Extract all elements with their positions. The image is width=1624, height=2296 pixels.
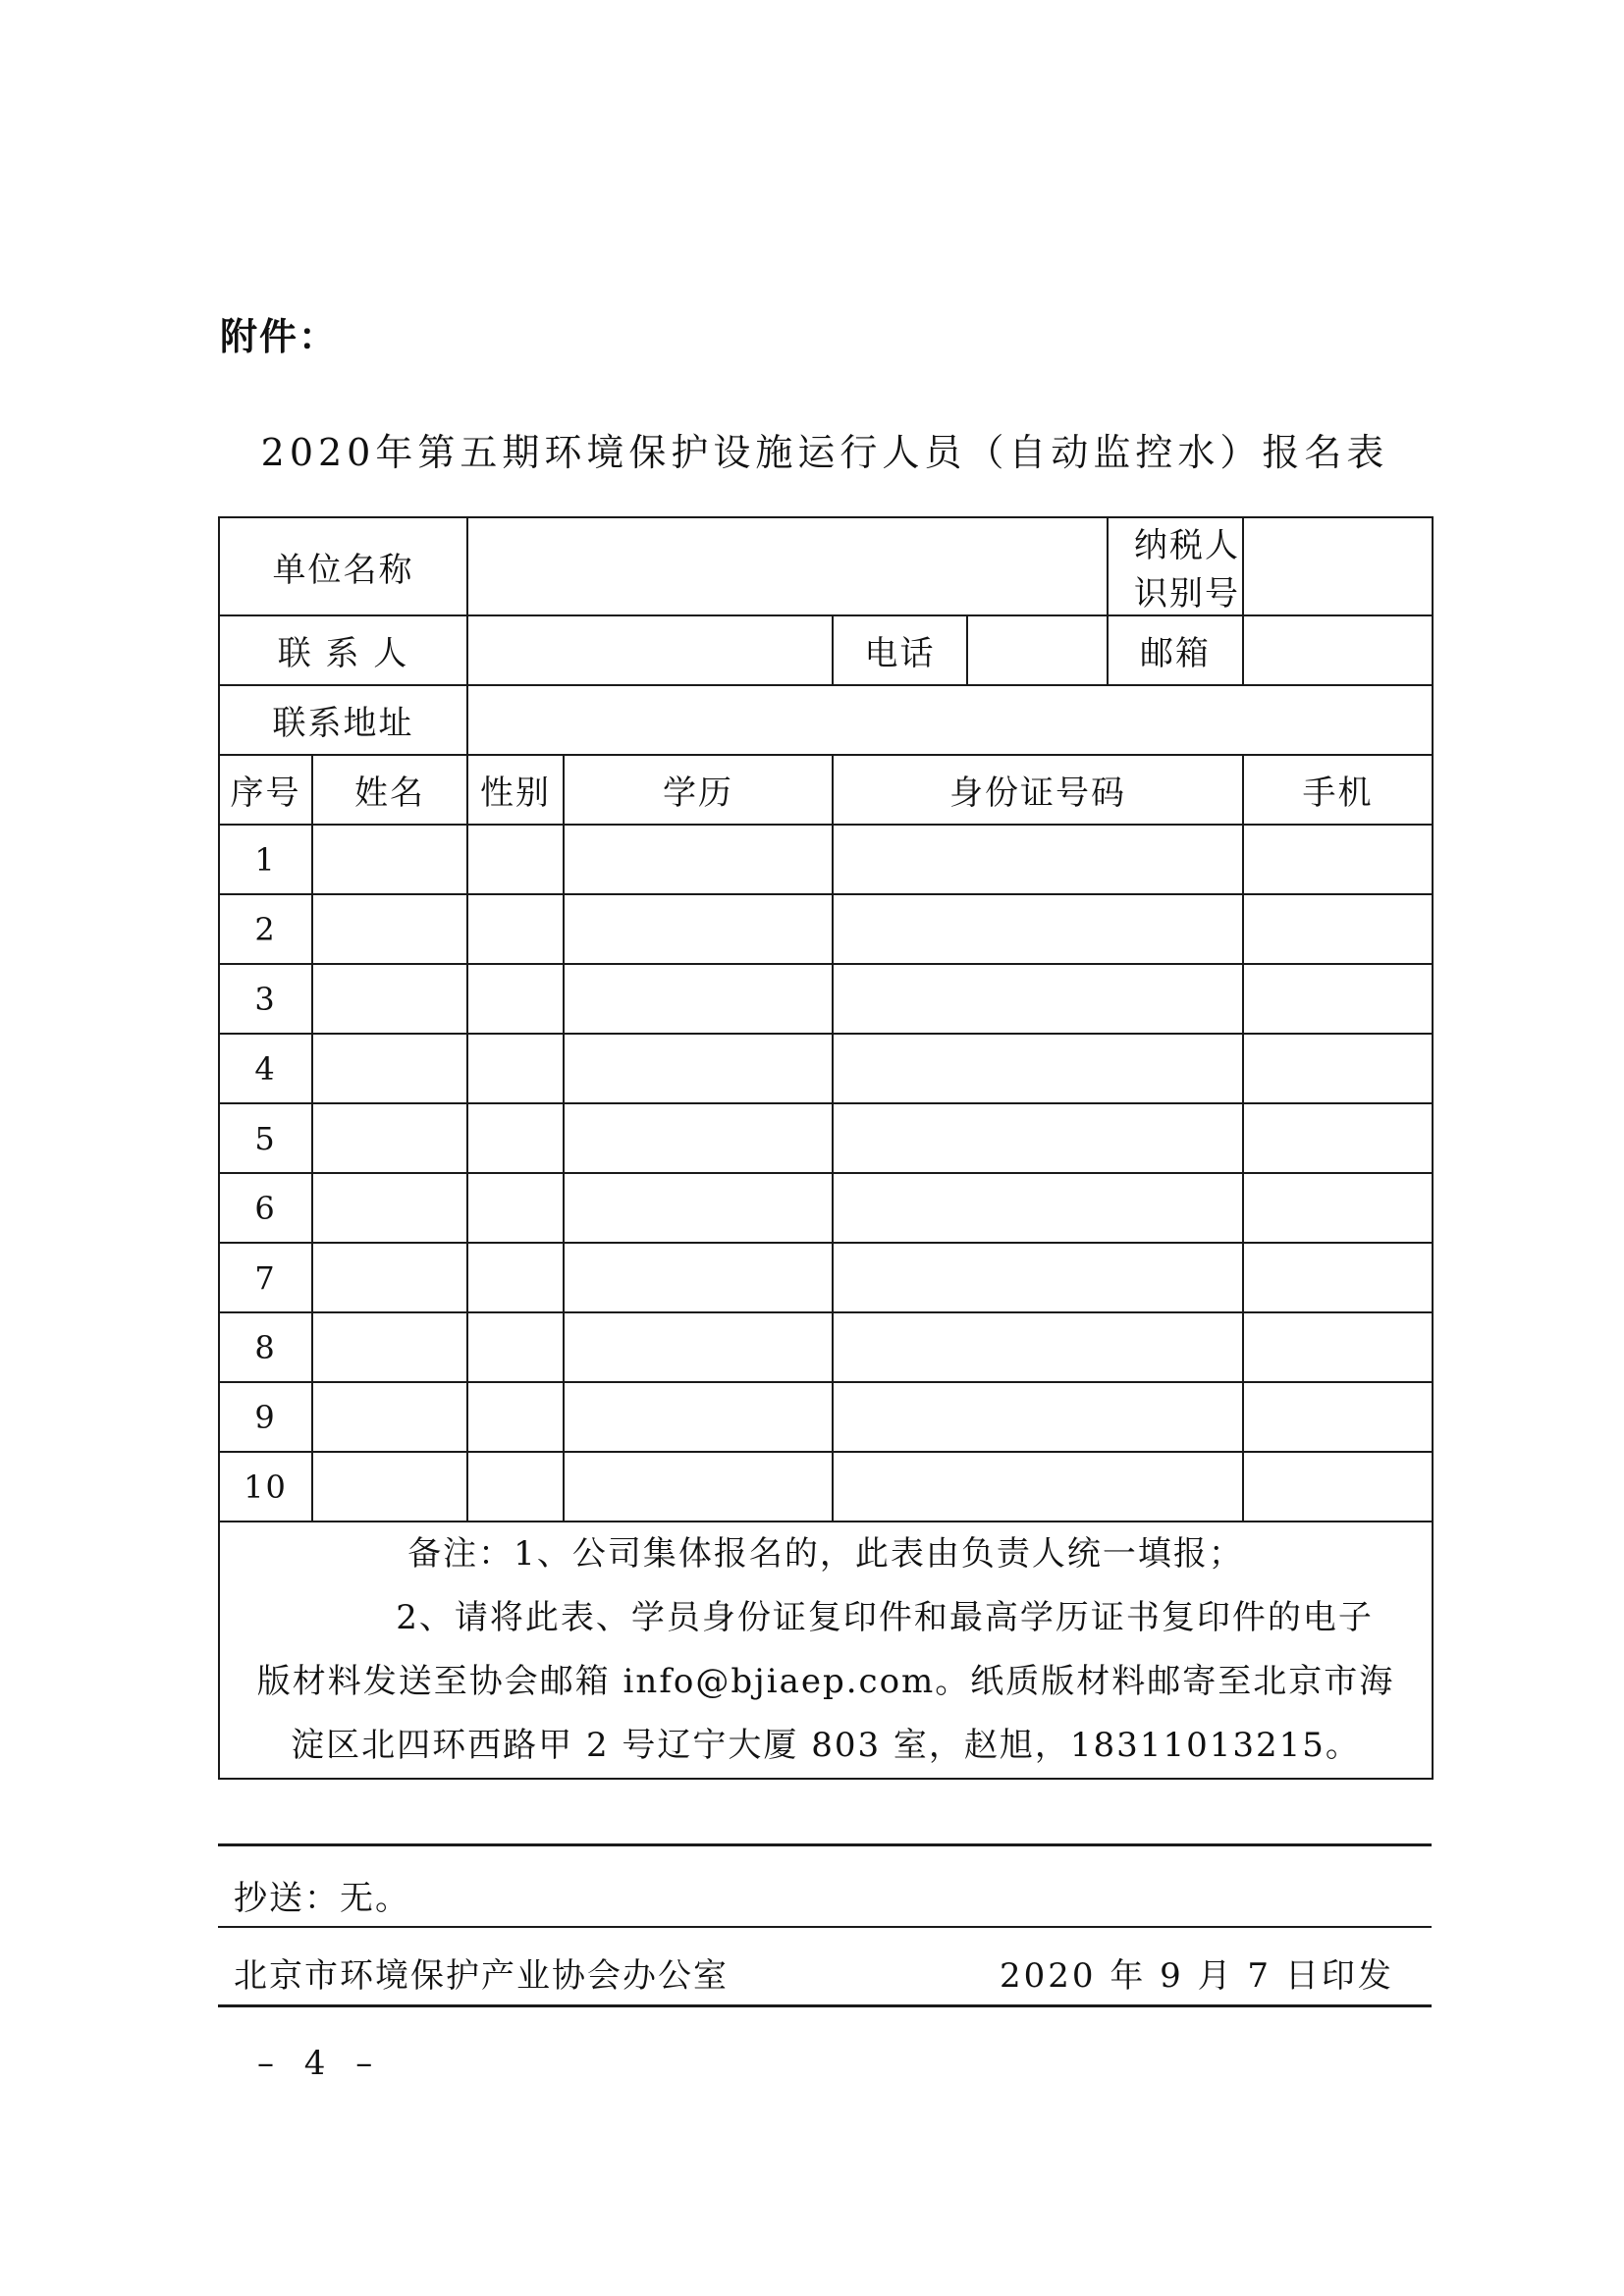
name-cell[interactable] <box>312 1312 467 1382</box>
registration-form-table <box>218 516 1434 1780</box>
name-cell[interactable] <box>312 964 467 1034</box>
col-header-education: 学历 <box>564 755 833 825</box>
education-cell[interactable] <box>564 1034 833 1103</box>
id-number-cell[interactable] <box>833 894 1243 964</box>
unit-name-label: 单位名称 <box>219 517 467 615</box>
mobile-cell[interactable] <box>1243 825 1433 894</box>
education-cell[interactable] <box>564 1452 833 1522</box>
mobile-cell[interactable] <box>1243 894 1433 964</box>
address-field[interactable] <box>467 685 1433 755</box>
education-cell[interactable] <box>564 1173 833 1243</box>
gender-cell[interactable] <box>467 1312 564 1382</box>
education-cell[interactable] <box>564 1243 833 1312</box>
cc-line: 抄送：无。 <box>234 1879 410 1918</box>
table-row <box>219 1173 1433 1243</box>
mobile-cell[interactable] <box>1243 1243 1433 1312</box>
address-row <box>219 685 1433 755</box>
row-index: 1 <box>219 825 312 894</box>
unit-name-field[interactable] <box>467 517 1108 615</box>
mobile-cell[interactable] <box>1243 1034 1433 1103</box>
row-index: 8 <box>219 1312 312 1382</box>
id-number-cell[interactable] <box>833 1034 1243 1103</box>
gender-cell[interactable] <box>467 1103 564 1173</box>
gender-cell[interactable] <box>467 1173 564 1243</box>
gender-cell[interactable] <box>467 825 564 894</box>
id-number-cell[interactable] <box>833 964 1243 1034</box>
entry-rows <box>219 825 1433 1522</box>
row-index: 10 <box>219 1452 312 1522</box>
notes-cell <box>219 1522 1433 1779</box>
table-row <box>219 1312 1433 1382</box>
name-cell[interactable] <box>312 1452 467 1522</box>
address-label: 联系地址 <box>219 685 467 755</box>
col-header-id-number: 身份证号码 <box>833 755 1243 825</box>
mobile-cell[interactable] <box>1243 1382 1433 1452</box>
footer-middle-rule <box>218 1926 1432 1928</box>
education-cell[interactable] <box>564 1312 833 1382</box>
row-index: 3 <box>219 964 312 1034</box>
note-line-3: 版材料发送至协会邮箱 info@bjiaep.com。纸质版材料邮寄至北京市海 <box>256 1662 1395 1701</box>
mobile-cell[interactable] <box>1243 1312 1433 1382</box>
phone-label: 电话 <box>834 616 968 684</box>
gender-cell[interactable] <box>467 1382 564 1452</box>
contact-row <box>219 615 1433 685</box>
issuer-name: 北京市环境保护产业协会办公室 <box>234 1956 729 1996</box>
id-number-cell[interactable] <box>833 1382 1243 1452</box>
education-cell[interactable] <box>564 894 833 964</box>
table-row <box>219 964 1433 1034</box>
col-header-gender: 性别 <box>467 755 564 825</box>
col-header-index: 序号 <box>219 755 312 825</box>
education-cell[interactable] <box>564 1103 833 1173</box>
mobile-cell[interactable] <box>1243 1103 1433 1173</box>
phone-field[interactable] <box>968 616 1107 684</box>
name-cell[interactable] <box>312 1034 467 1103</box>
name-cell[interactable] <box>312 1382 467 1452</box>
education-cell[interactable] <box>564 825 833 894</box>
col-header-mobile: 手机 <box>1243 755 1433 825</box>
issue-date: 2020 年 9 月 7 日印发 <box>1000 1956 1394 1996</box>
taxpayer-id-label: 纳税人识别号 <box>1108 517 1243 615</box>
table-row <box>219 1382 1433 1452</box>
education-cell[interactable] <box>564 1382 833 1452</box>
row-index: 7 <box>219 1243 312 1312</box>
mobile-cell[interactable] <box>1243 1452 1433 1522</box>
row-index: 2 <box>219 894 312 964</box>
taxpayer-id-field[interactable] <box>1243 517 1433 615</box>
name-cell[interactable] <box>312 894 467 964</box>
email-label: 邮箱 <box>1108 615 1243 685</box>
note-line-4: 淀区北四环西路甲 2 号辽宁大厦 803 室，赵旭，18311013215。 <box>291 1726 1361 1765</box>
id-number-cell[interactable] <box>833 1312 1243 1382</box>
mobile-cell[interactable] <box>1243 1173 1433 1243</box>
table-row <box>219 1452 1433 1522</box>
id-number-cell[interactable] <box>833 1452 1243 1522</box>
mobile-cell[interactable] <box>1243 964 1433 1034</box>
gender-cell[interactable] <box>467 1452 564 1522</box>
id-number-cell[interactable] <box>833 1173 1243 1243</box>
id-number-cell[interactable] <box>833 825 1243 894</box>
row-index: 6 <box>219 1173 312 1243</box>
contact-person-field[interactable] <box>467 615 833 685</box>
note-line-1: 备注：1、公司集体报名的，此表由负责人统一填报； <box>407 1534 1244 1574</box>
name-cell[interactable] <box>312 1173 467 1243</box>
note-line-2: 2、请将此表、学员身份证复印件和最高学历证书复印件的电子 <box>396 1598 1374 1637</box>
row-index: 4 <box>219 1034 312 1103</box>
document-title: 2020年第五期环境保护设施运行人员（自动监控水）报名表 <box>260 431 1389 474</box>
education-cell[interactable] <box>564 964 833 1034</box>
gender-cell[interactable] <box>467 1034 564 1103</box>
table-row <box>219 825 1433 894</box>
gender-cell[interactable] <box>467 894 564 964</box>
footer-top-rule <box>218 1843 1432 1846</box>
table-row <box>219 1103 1433 1173</box>
row-index: 9 <box>219 1382 312 1452</box>
attachment-label: 附件： <box>220 315 339 358</box>
id-number-cell[interactable] <box>833 1243 1243 1312</box>
name-cell[interactable] <box>312 825 467 894</box>
name-cell[interactable] <box>312 1243 467 1312</box>
notes-row <box>219 1522 1433 1779</box>
footer-bottom-rule <box>218 2004 1432 2007</box>
table-row <box>219 1243 1433 1312</box>
id-number-cell[interactable] <box>833 1103 1243 1173</box>
page-number: – 4 – <box>257 2044 383 2083</box>
gender-cell[interactable] <box>467 964 564 1034</box>
unit-row <box>219 517 1433 615</box>
row-index: 5 <box>219 1103 312 1173</box>
email-field[interactable] <box>1243 615 1433 685</box>
col-header-name: 姓名 <box>312 755 467 825</box>
table-row <box>219 894 1433 964</box>
name-cell[interactable] <box>312 1103 467 1173</box>
column-header-row <box>219 755 1433 825</box>
table-row <box>219 1034 1433 1103</box>
gender-cell[interactable] <box>467 1243 564 1312</box>
contact-person-label: 联 系 人 <box>219 615 467 685</box>
